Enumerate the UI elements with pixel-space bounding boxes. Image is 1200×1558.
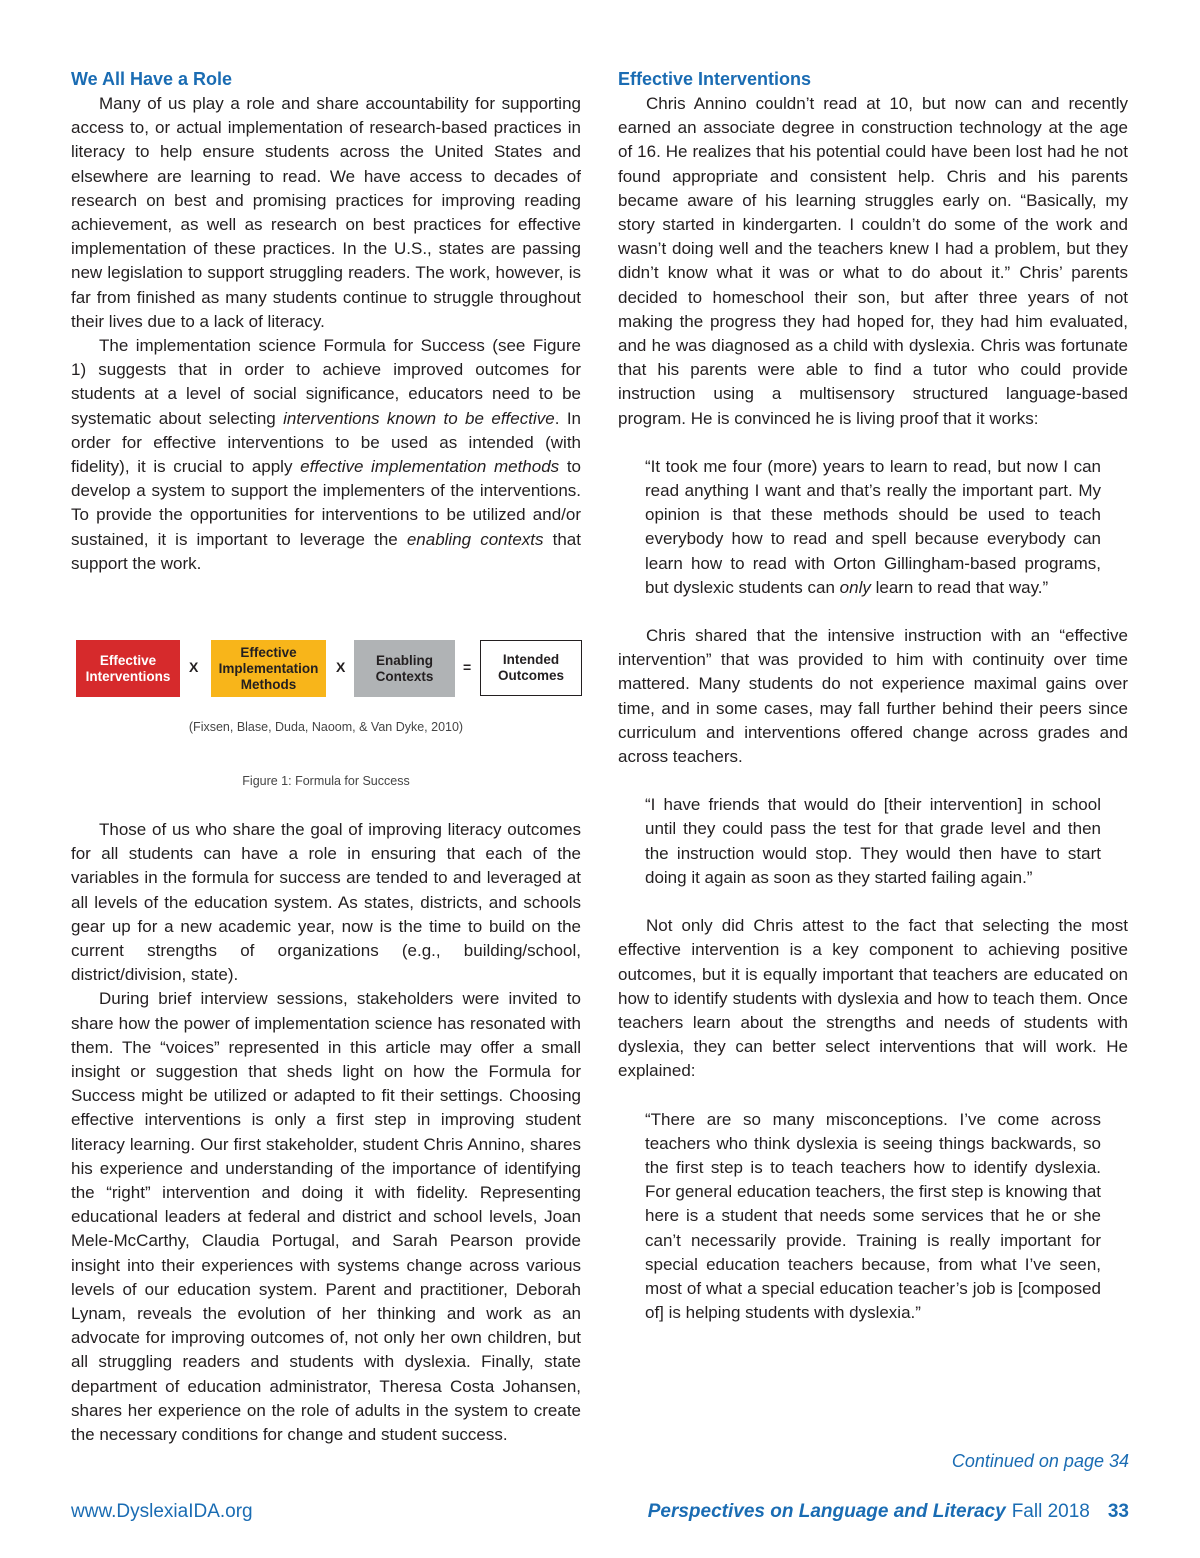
right-column — [618, 66, 1128, 1325]
text-run: that support the work. — [71, 529, 581, 573]
journal-title: Perspectives on Language and Literacy — [647, 1501, 1006, 1522]
formula-box-effective-interventions: Effective Interventions — [76, 640, 180, 697]
emphasis: effective implementation methods — [300, 457, 560, 477]
block-quote: “There are so many misconceptions. I’ve come across teachers who think dyslexia is seeing things backwards, so the first step is to teach teachers how to identify dyslexia. For general education teachers, the first step is knowing that here is a student that needs some services that he or she can’t necessarily provide. Training is really important for special education teachers because, from what I’ve seen, most of what a special education teacher’s job is [composed of] is helping students with dyslexia.” — [645, 1109, 1101, 1323]
section-heading-interventions: Effective Interventions — [618, 69, 812, 89]
emphasis: interventions known to be effective — [283, 408, 555, 428]
paragraph: Many of us play a role and share accountability for supporting access to, or actual implementation of research-based practices in literacy to help ensure students across the United States and elsewhere are learning to read. We have access to decades of research on best and promising practices for improving reading achievement, as well as research on best practices for effective implementation of these practices. In the U.S., states are passing new legislation to support struggling readers. The work, however, is far from finished as many students continue to struggle throughout their lives due to a lack of literacy. — [71, 94, 581, 331]
paragraph: Those of us who share the goal of improving literacy outcomes for all students can have a role in ensuring that each of the variables in the formula for success are tended to and leveraged at all levels of the education system. As states, districts, and schools gear up for a new academic year, now is the time to build on the current strengths of organizations (e.g., building/school, district/division, state). — [71, 820, 581, 985]
emphasis: enabling contexts — [406, 529, 544, 549]
multiply-operator: X — [189, 659, 199, 675]
equals-operator: = — [463, 659, 472, 675]
text-run: The implementation science Formula for Success (see Figure 1) suggests that in order to achieve improved outcomes for students at a level of social significance, educators need to be systematic about selecting — [71, 336, 581, 428]
paragraph — [71, 334, 581, 576]
section-heading-role: We All Have a Role — [71, 69, 233, 89]
footer-url[interactable]: www.DyslexiaIDA.org — [71, 1501, 253, 1522]
page-number: 33 — [1107, 1501, 1129, 1522]
text-run: to develop a system to support the implementers of the interventions. To provide the opportunities for interventions to be utilized and/or sustained, it is important to leverage the — [71, 457, 581, 549]
continued-note: Continued on page 34 — [951, 1451, 1129, 1471]
text-run: . In order for effective interventions to be used as intended (with fidelity), it is crucial to apply — [71, 408, 581, 477]
formula-box-enabling-contexts: Enabling Contexts — [354, 640, 455, 697]
paragraph: Not only did Chris attest to the fact that selecting the most effective intervention is a key component to achieving positive outcomes, but it is equally important that teachers are educated on how to identify students with dyslexia and how to teach them. Once teachers learn about the strengths and needs of students with dyslexia, they can better select interventions that will work. He explained: — [618, 916, 1128, 1081]
paragraph: Chris shared that the intensive instruction with an “effective intervention” that was provided to him with continuity over time mattered. Many students do not experience maximal gains over time, and in some cases, may fall further behind their peers since curriculum and interventions offered change across grades and across teachers. — [618, 626, 1128, 767]
formula-box-implementation-methods: Effective Implementation Methods — [211, 640, 326, 697]
block-quote: “I have friends that would do [their intervention] in school until they could pass the test for that grade level and then the instruction would stop. They would then have to start doing it again as soon as they started failing again.” — [645, 795, 1101, 887]
paragraph: During brief interview sessions, stakeholders were invited to share how the power of implementation science has resonated with them. The “voices” represented in this article may offer a small insight or suggestion that sheds light on how the Formula for Success might be utilized or adapted to fit their settings. Choosing effective interventions is only a first step in improving student literacy learning. Our first stakeholder, student Chris Annino, shares his experience and understanding of the importance of identifying the “right” intervention and doing it with fidelity. Representing educational leaders at federal and district and school levels, Joan Mele-McCarthy, Claudia Portugal, and Sarah Pearson provide insight into their experiences with systems change across various levels of our education system. Parent and practitioner, Deborah Lynam, reveals the evolution of her thinking and work as an advocate for improving outcomes of, not only her own children, but all struggling readers and students with dyslexia. Finally, state department of education administrator, Theresa Costa Johansen, shares her experience on the role of adults in the system to create the necessary conditions for change and student success. — [71, 989, 581, 1445]
formula-figure — [76, 640, 582, 700]
multiply-operator: X — [336, 659, 346, 675]
block-quote — [645, 455, 1101, 600]
footer-publication — [648, 1501, 1129, 1523]
figure-caption: Figure 1: Formula for Success — [242, 774, 410, 788]
figure-citation: (Fixsen, Blase, Duda, Naoom, & Van Dyke, 2010) — [188, 720, 464, 734]
left-column — [71, 66, 581, 576]
formula-box-intended-outcomes: Intended Outcomes — [480, 640, 582, 696]
text-run: learn to read that way.” — [870, 577, 1049, 597]
emphasis: only — [839, 577, 871, 597]
paragraph: Chris Annino couldn’t read at 10, but now can and recently earned an associate degree in construction technology at the age of 16. He realizes that his potential could have been lost had he not found appropriate and consistent help. Chris and his parents became aware of his learning struggles early on. “Basically, my story started in kindergarten. I couldn’t do some of the work and wasn’t doing well and the teachers knew I had a problem, but they didn’t know what it was or what to do about it.” Chris’ parents decided to homeschool their son, but after three years of not making the progress they had hoped for, they had him evaluated, and he was diagnosed as a child with dyslexia. Chris was fortunate that his parents were able to find a tutor who could provide instruction using a multisensory structured language-based program. He is convinced he is living proof that it works: — [618, 94, 1128, 428]
issue-label: Fall 2018 — [1011, 1501, 1090, 1522]
text-run: “It took me four (more) years to learn to read, but now I can read anything I want and that’s really the important part. My opinion is that these methods should be used to teach everybody how to read and spell because everybody can learn how to read with Orton Gillingham-based programs, but dyslexic students can — [645, 456, 1101, 597]
left-column-lower — [71, 818, 581, 1447]
